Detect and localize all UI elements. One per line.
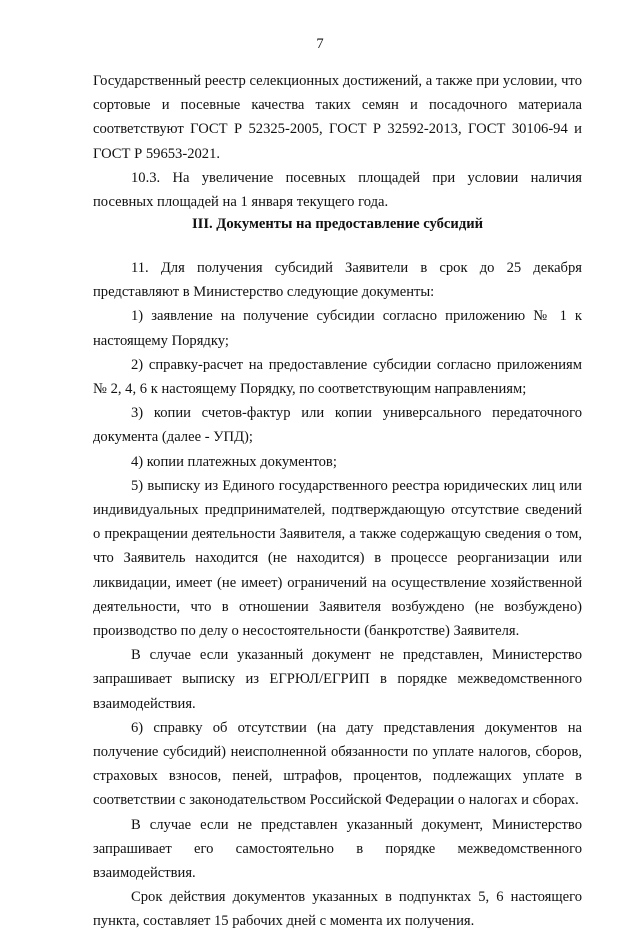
list-item-4: 4) копии платежных документов; — [131, 453, 337, 470]
note-item-6: В случае если не представлен указанный документ, Министерство запрашивает его самостоятельно в порядке межведомственного взаимодействия. — [93, 816, 582, 882]
list-item-1: 1) заявление на получение субсидии согласно приложению № 1 к настоящему Порядку; — [93, 308, 582, 349]
paragraph-10-3: 10.3. На увеличение посевных площадей при условии наличия посевных площадей на 1 января текущего года. — [93, 169, 582, 211]
paragraph-11: 11. Для получения субсидий Заявители в срок до 25 декабря представляют в Министерство следующие документы: — [93, 260, 582, 301]
list-item-5: 5) выписку из Единого государственного реестра юридических лиц или индивидуальных предпринимателей, подтверждающую отсутствие сведений о прекращении деятельности Заявителя, а также содержащую сведения о том, что Заявитель находится (не находится) в процессе реорганизации или ликвидации, имеет (не имеет) ограничений на осуществление хозяйственной деятельности, что в отношении Заявителя возбуждено (не возбуждено) производство по делу о несостоятельности (банкротстве) Заявителя. — [93, 477, 582, 640]
note-item-5: В случае если указанный документ не представлен, Министерство запрашивает выписку из ЕГРЮЛ/ЕГРИП в порядке межведомственного взаимодействия. — [93, 647, 582, 712]
body-main — [93, 256, 582, 934]
section-heading: III. Документы на предоставление субсидий — [191, 216, 484, 232]
body-top — [93, 69, 582, 214]
list-item-3: 3) копии счетов-фактур или копии универсального передаточного документа (далее - УПД); — [93, 405, 582, 446]
list-item-2: 2) справку-расчет на предоставление субсидии согласно приложениям № 2, 4, 6 к настоящему Порядку, по соответствующим направлениям; — [93, 356, 582, 398]
list-item-6: 6) справку об отсутствии (на дату представления документов на получение субсидий) неисполненной обязанности по уплате налогов, сборов, страховых взносов, пеней, штрафов, процентов, подлежащих уплате в соответствии с законодательством Российской Федерации о налогах и сборах. — [93, 719, 582, 809]
page-number: 7 — [316, 36, 324, 52]
continuation-paragraph: Государственный реестр селекционных достижений, а также при условии, что сортовые и посевные качества таких семян и посадочного материала соответствуют ГОСТ Р 52325-2005, ГОСТ Р 32592-2013, ГОСТ 30106-94 и ГОСТ Р 59653-2021. — [93, 73, 582, 162]
validity-paragraph: Срок действия документов указанных в подпунктах 5, 6 настоящего пункта, составляет 15 рабочих дней с момента их получения. — [93, 889, 582, 930]
